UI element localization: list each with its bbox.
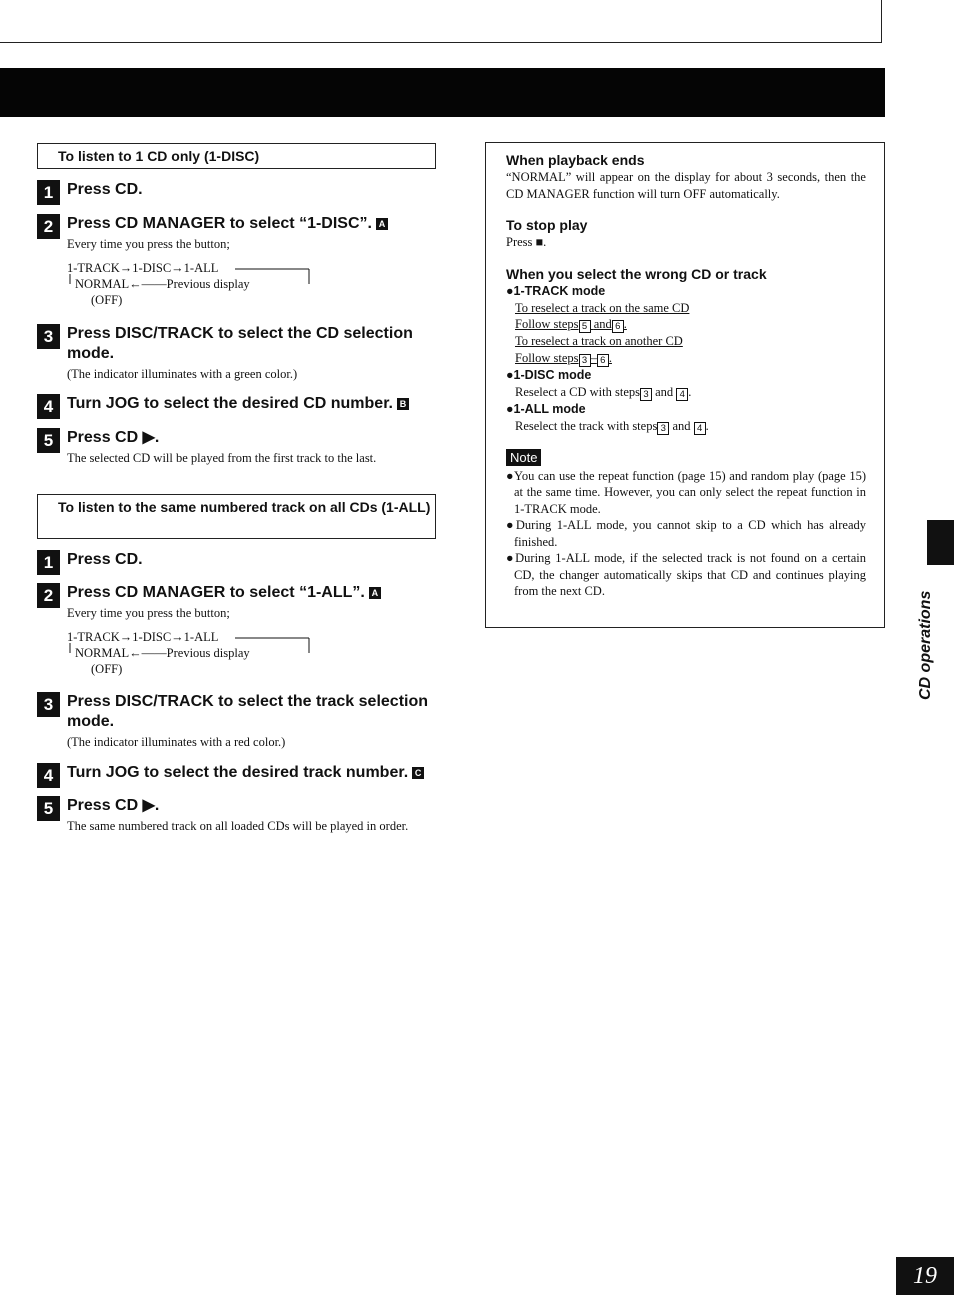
step-number: 5 <box>37 796 60 821</box>
side-tab-marker <box>927 520 954 565</box>
header-band <box>0 68 885 117</box>
step-number: 1 <box>37 180 60 205</box>
reselect-other-cd: To reselect a track on another CD <box>515 334 683 348</box>
step-title: Press CD MANAGER to select “1-ALL”. A <box>67 583 437 603</box>
s2-step-1 <box>37 550 437 570</box>
note-label: Note <box>506 449 541 466</box>
step-number: 4 <box>37 763 60 788</box>
page-number: 19 <box>896 1257 954 1295</box>
step-ref-3: 3 <box>640 388 652 401</box>
step-title: Press DISC/TRACK to select the track selection mode. <box>67 693 429 730</box>
figure-ref-badge: B <box>397 398 409 410</box>
s1-step-4 <box>37 394 437 414</box>
step-body: The selected CD will be played from the first track to the last. <box>67 451 377 465</box>
track-mode-instructions: To reselect a track on the same CD Follow steps 5 and 6 . To reselect a track on another CD Follow steps 3 – 6 . <box>515 300 690 366</box>
step-title: Turn JOG to select the desired CD number. B <box>67 394 437 414</box>
step-number: 3 <box>37 324 60 349</box>
s1-mode-cycle <box>67 260 327 308</box>
cycle-line-3: (OFF) <box>91 662 123 676</box>
step-number: 4 <box>37 394 60 419</box>
step-body: (The indicator illuminates with a green color.) <box>67 367 298 381</box>
track-mode-label: ●1-TRACK mode <box>506 283 606 298</box>
s2-step-3 <box>37 692 437 751</box>
section-title-1all: To listen to the same numbered track on all CDs (1-ALL) <box>37 494 436 539</box>
step-body: (The indicator illuminates with a red color.) <box>67 735 286 749</box>
step-ref-6: 6 <box>612 320 624 333</box>
s1-step-1 <box>37 180 437 200</box>
step-number: 1 <box>37 550 60 575</box>
step-body: The same numbered track on all loaded CDs will be played in order. <box>67 819 409 833</box>
note-item: ●You can use the repeat function (page 15) and random play (page 15) at the same time. However, you can only select the repeat function in 1-TRACK mode. <box>506 468 866 516</box>
figure-ref-badge: C <box>412 767 424 779</box>
section-side-label: CD operations <box>917 590 934 700</box>
step-title: Turn JOG to select the desired track number. C <box>67 763 437 783</box>
stop-play-body: Press ■. <box>506 235 547 249</box>
tips-box <box>485 142 885 628</box>
s2-step-5 <box>37 796 437 835</box>
step-ref-5: 5 <box>579 320 591 333</box>
step-number: 2 <box>37 583 60 608</box>
step-ref-4: 4 <box>694 422 706 435</box>
step-body: Every time you press the button; <box>67 237 230 251</box>
note-item: ●During 1-ALL mode, you cannot skip to a CD which has already finished. <box>506 518 866 549</box>
cycle-line-1: 1-TRACK→1-DISC→1-ALL <box>67 261 219 275</box>
cycle-line-2: NORMAL←——Previous display <box>75 646 250 660</box>
step-title: Press CD. <box>67 181 143 198</box>
disc-mode-label: ●1-DISC mode <box>506 367 592 382</box>
top-frame-rule <box>0 0 882 43</box>
playback-ends-heading: When playback ends <box>506 152 645 168</box>
step-title: Press CD ▶. <box>67 797 160 814</box>
s2-step-4 <box>37 763 437 783</box>
figure-ref-badge: A <box>376 218 388 230</box>
step-body: Every time you press the button; <box>67 606 230 620</box>
s1-step-3 <box>37 324 437 383</box>
figure-ref-badge: A <box>369 587 381 599</box>
step-ref-4: 4 <box>676 388 688 401</box>
all-mode-label: ●1-ALL mode <box>506 401 586 416</box>
reselect-same-cd: To reselect a track on the same CD <box>515 300 690 315</box>
step-number: 5 <box>37 428 60 453</box>
playback-ends-body: “NORMAL” will appear on the display for about 3 seconds, then the CD MANAGER function will turn OFF automatically. <box>506 170 866 201</box>
cycle-line-2: NORMAL←——Previous display <box>75 277 250 291</box>
step-number: 3 <box>37 692 60 717</box>
cycle-arrow-lines <box>67 629 327 669</box>
s2-step-2 <box>37 583 437 622</box>
section-title-1disc: To listen to 1 CD only (1-DISC) <box>37 143 436 169</box>
step-title: Press CD ▶. <box>67 429 160 446</box>
s1-step-5 <box>37 428 437 467</box>
note-item: ●During 1-ALL mode, if the selected track is not found on a certain CD, the changer automatically skips that CD and continues playing from the next CD. <box>506 551 866 598</box>
step-title: Press CD. <box>67 551 143 568</box>
cycle-line-3: (OFF) <box>91 293 123 307</box>
stop-play-heading: To stop play <box>506 217 588 233</box>
step-ref-6: 6 <box>597 354 609 367</box>
step-ref-3: 3 <box>657 422 669 435</box>
all-mode-instructions: Reselect the track with steps 3 and 4 . <box>515 418 709 434</box>
s1-step-2 <box>37 214 437 253</box>
disc-mode-instructions: Reselect a CD with steps 3 and 4 . <box>515 384 692 400</box>
step-title: Press CD MANAGER to select “1-DISC”. A <box>67 214 437 234</box>
cycle-arrow-lines <box>67 260 327 300</box>
s2-mode-cycle <box>67 629 327 677</box>
wrong-selection-heading: When you select the wrong CD or track <box>506 265 767 282</box>
step-ref-3: 3 <box>579 354 591 367</box>
step-number: 2 <box>37 214 60 239</box>
cycle-line-1: 1-TRACK→1-DISC→1-ALL <box>67 630 219 644</box>
step-title: Press DISC/TRACK to select the CD selection mode. <box>67 325 413 362</box>
